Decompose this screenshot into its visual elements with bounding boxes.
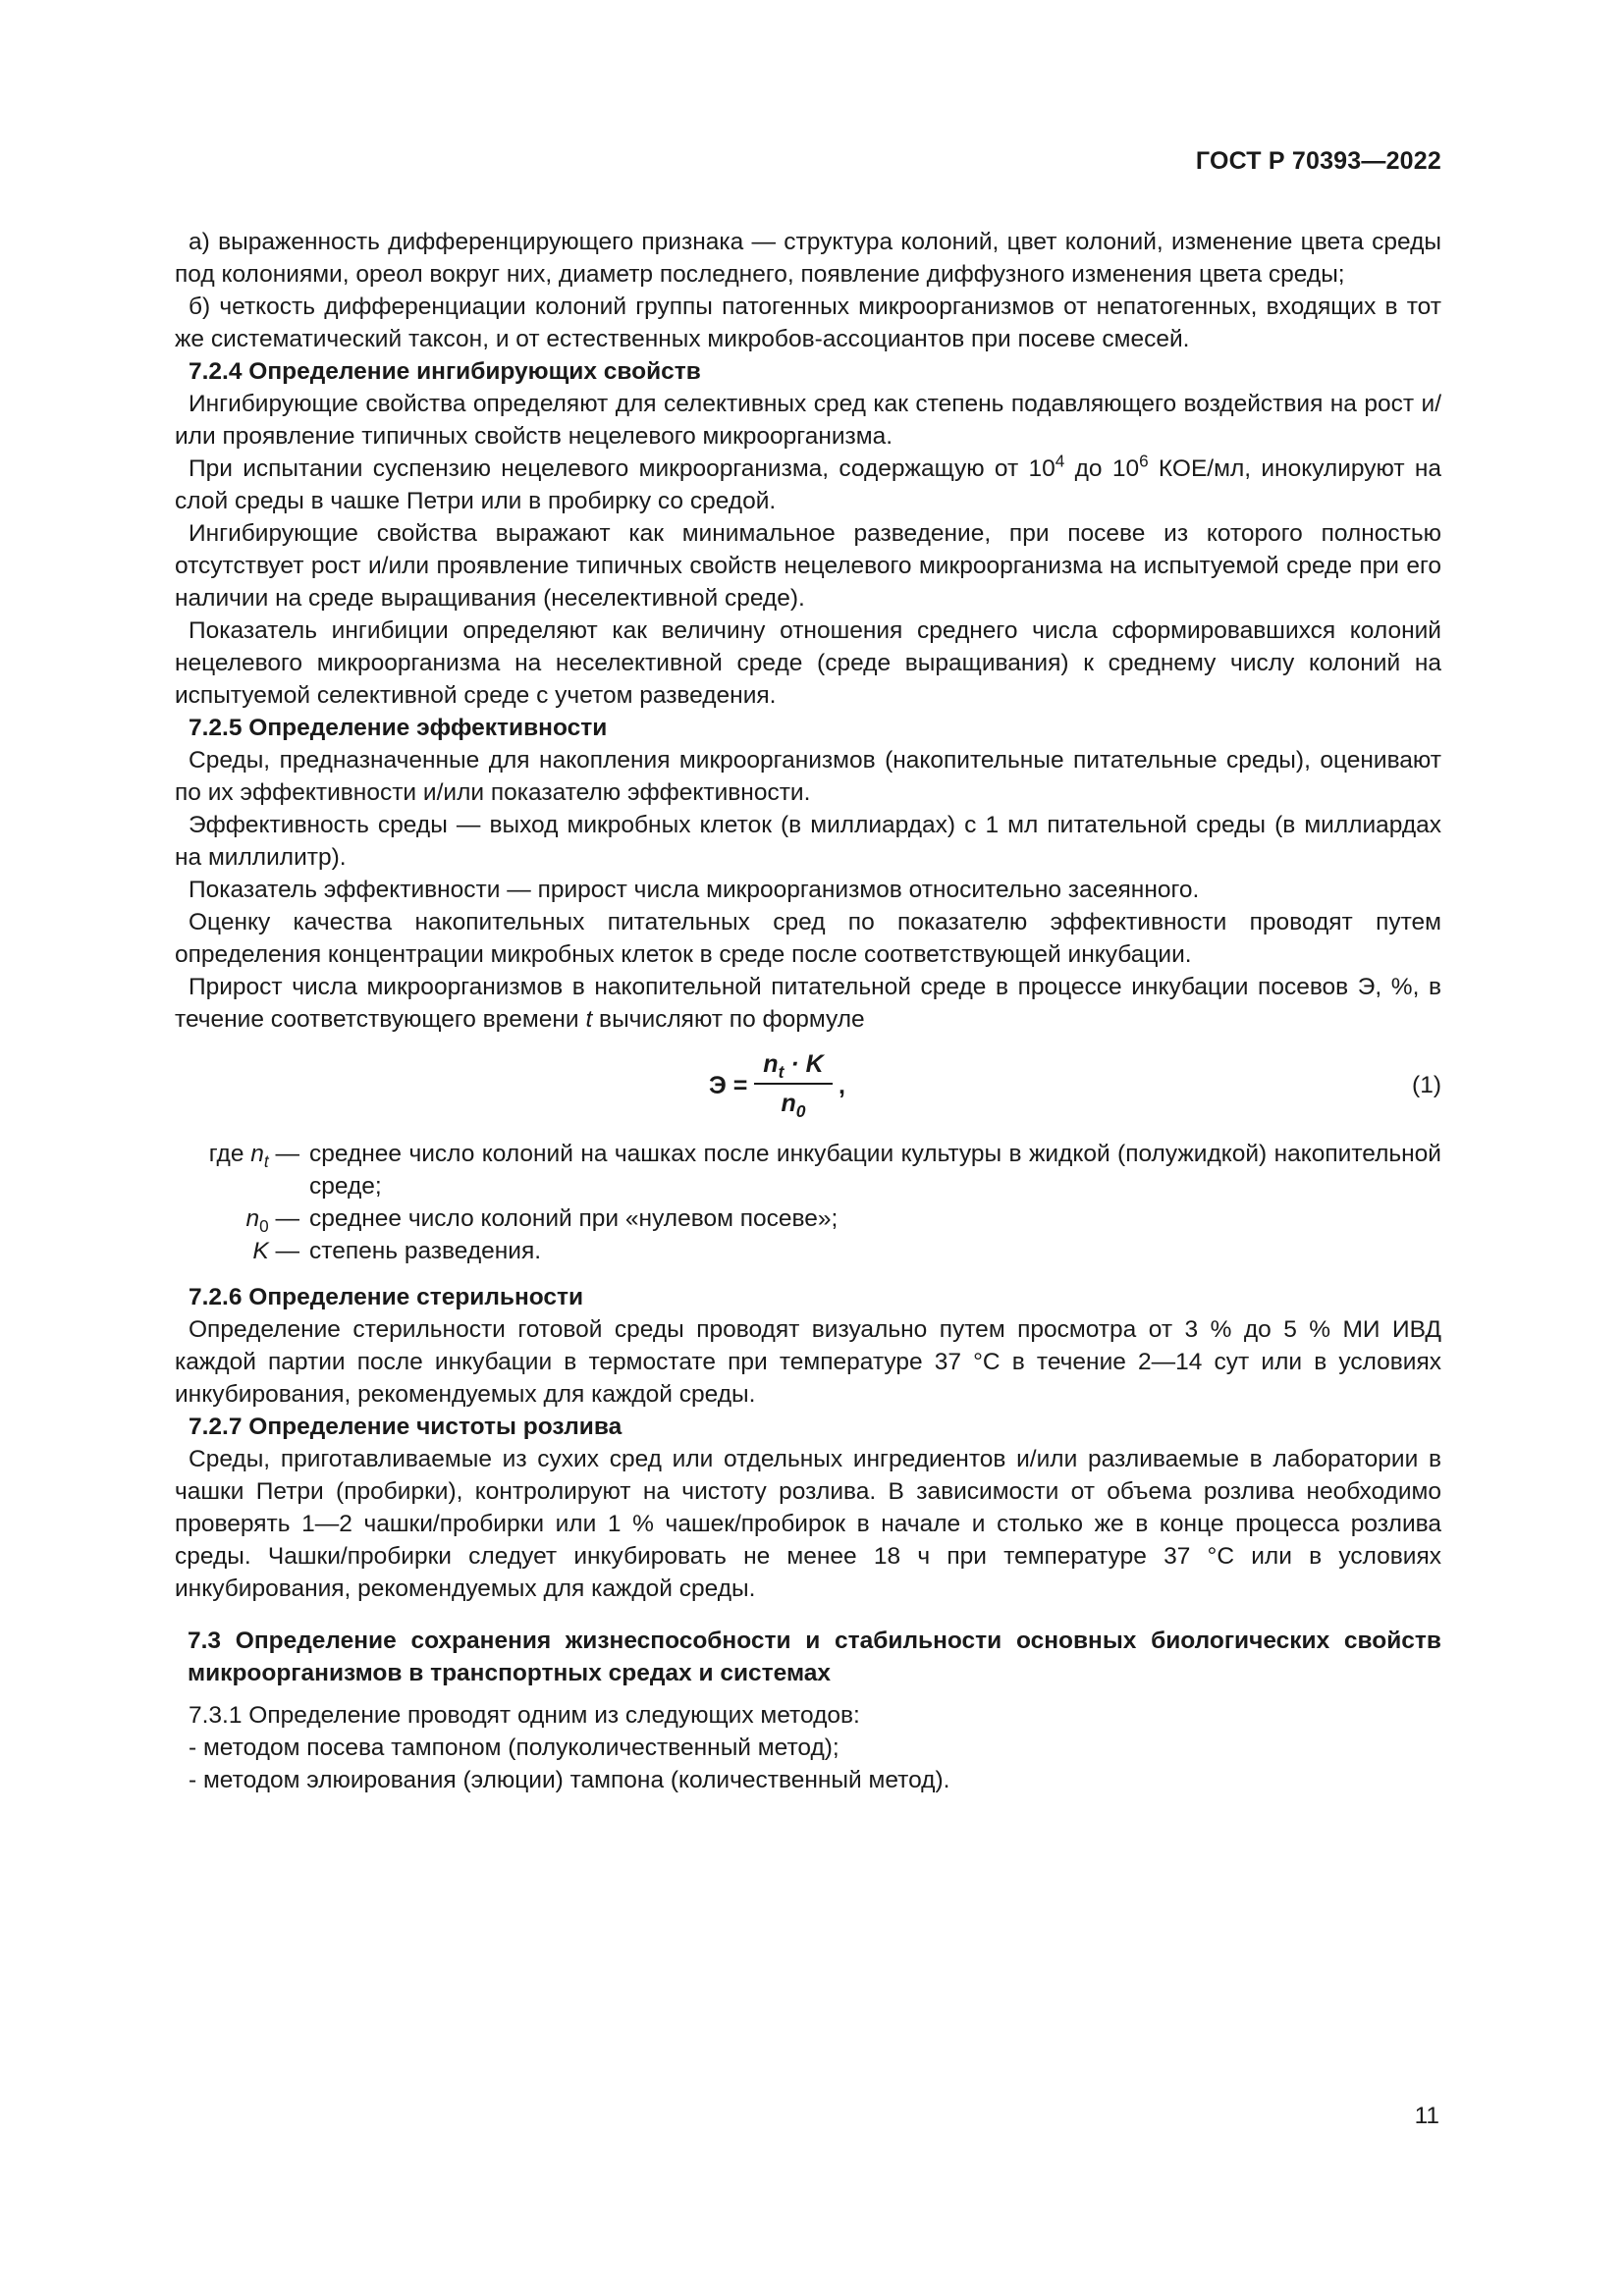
text-run: Прирост числа микроорганизмов в накопительной питательной среде в процессе инкубации посевов Э, %, в течение соответствующего времени (175, 974, 1441, 1033)
paragraph: Показатель эффективности — прирост числа микроорганизмов относительно засеянного. (189, 877, 1200, 903)
page-number: 11 (1414, 2103, 1439, 2129)
formula-subscript: 0 (795, 1101, 806, 1122)
section-heading-7-2-7: 7.2.7 Определение чистоты розлива (189, 1414, 623, 1440)
formula-legend (175, 1138, 1441, 1267)
text-run: При испытании суспензию нецелевого микроорганизма, содержащую от 10 (189, 455, 1056, 482)
formula-symbol: n (781, 1090, 796, 1117)
legend-dash: — (268, 1238, 299, 1264)
formula-subscript: t (778, 1062, 785, 1083)
formula-number: (1) (1412, 1072, 1441, 1098)
paragraph (175, 971, 1441, 1036)
formula-numerator (754, 1047, 833, 1081)
legend-dash: — (268, 1205, 299, 1232)
paragraph: Определение стерильности готовой среды проводят визуально путем просмотра от 3 % до 5 % МИ ИВД каждой партии после инкубации в термостате при температуре 37 °С в течение 2—14 сут или в условиях инкубирования, рекомендуемых для каждой среды. (175, 1316, 1441, 1408)
paragraph: Показатель ингибиции определяют как величину отношения среднего числа сформировавшихся колоний нецелевого микроорганизма на неселективной среде (среде выращивания) к среднему числу колоний на испытуемой селективной среде с учетом разведения. (175, 617, 1441, 709)
formula-symbol: · K (784, 1050, 824, 1078)
paragraph: Среды, приготавливаемые из сухих сред или отдельных ингредиентов и/или разливаемые в лаборатории в чашки Петри (пробирки), контролируют на чистоту розлива. В зависимости от объема розлива необходимо проверять 1—2 чашки/пробирки или 1 % чашек/пробирок в начале и столько же в конце процесса розлива среды. Чашки/пробирки следует инкубировать не менее 18 ч при температуре 37 °С или в условиях инкубирования, рекомендуемых для каждой среды. (175, 1446, 1441, 1602)
legend-symbol: K (252, 1238, 269, 1264)
formula-symbol: n (763, 1050, 779, 1078)
formula-fraction (754, 1047, 833, 1120)
legend-description: степень разведения. (309, 1238, 542, 1264)
legend-row (175, 1202, 1441, 1235)
italic-variable: t (585, 1006, 593, 1033)
list-item-b: б) четкость дифференциации колоний группы патогенных микроорганизмов от непатогенных, входящих в тот же систематический таксон, и от естественных микробов-ассоциантов при посеве смесей. (175, 294, 1441, 352)
section-heading-7-2-6: 7.2.6 Определение стерильности (189, 1284, 584, 1310)
legend-term (175, 1202, 299, 1235)
legend-subscript: 0 (259, 1216, 269, 1236)
list-item: - методом элюирования (элюции) тампона (количественный метод). (189, 1767, 950, 1793)
paragraph: Ингибирующие свойства определяют для селективных сред как степень подавляющего воздействия на рост и/или проявление типичных свойств нецелевого микроорганизма. (175, 391, 1441, 450)
paragraph: Оценку качества накопительных питательных сред по показателю эффективности проводят путем определения концентрации микробных клеток в среде после соответствующей инкубации. (175, 909, 1441, 968)
paragraph (175, 453, 1441, 517)
section-heading-7-3: 7.3 Определение сохранения жизнеспособности и стабильности основных биологических свойств микроорганизмов в транспортных средах и системах (188, 1628, 1441, 1686)
legend-prefix: где (208, 1141, 251, 1167)
formula-denominator (754, 1087, 833, 1120)
page-content (175, 226, 1441, 1796)
paragraph: Ингибирующие свойства выражают как минимальное разведение, при посеве из которого полностью отсутствует рост и/или проявление типичных свойств нецелевого микроорганизма на испытуемой среде при его наличии на среде выращивания (неселективной среде). (175, 520, 1441, 612)
legend-description: среднее число колоний при «нулевом посеве»; (309, 1205, 839, 1232)
section-heading-7-2-4: 7.2.4 Определение ингибирующих свойств (189, 358, 701, 385)
legend-dash: — (268, 1141, 299, 1167)
paragraph: 7.3.1 Определение проводят одним из следующих методов: (189, 1702, 860, 1729)
text-run: до 10 (1064, 455, 1140, 482)
legend-row (175, 1138, 1441, 1202)
fraction-bar (754, 1083, 833, 1085)
paragraph: Среды, предназначенные для накопления микроорганизмов (накопительные питательные среды), оценивают по их эффективности и/или показателю эффективности. (175, 747, 1441, 806)
section-heading-7-2-5: 7.2.5 Определение эффективности (189, 715, 608, 741)
document-code: ГОСТ Р 70393—2022 (1195, 147, 1441, 175)
legend-symbol: n (250, 1141, 264, 1167)
legend-description: среднее число колоний на чашках после инкубации культуры в жидкой (полужидкой) накопительной среде; (309, 1141, 1441, 1200)
text-run: КОЕ/мл, инокулируют на слой среды в чашке Петри или в пробирку со средой. (175, 455, 1441, 514)
paragraph: Эффективность среды — выход микробных клеток (в миллиардах) с 1 мл питательной среды (в миллиардах на миллилитр). (175, 812, 1441, 871)
formula-lhs: Э = (709, 1072, 748, 1099)
superscript: 4 (1055, 451, 1065, 471)
text-run: вычисляют по формуле (592, 1006, 865, 1033)
legend-term (175, 1138, 299, 1170)
formula-comma: , (839, 1072, 845, 1099)
legend-row (175, 1235, 1441, 1267)
superscript: 6 (1139, 451, 1149, 471)
legend-symbol: n (245, 1205, 260, 1232)
list-item-a: а) выраженность дифференцирующего признака — структура колоний, цвет колоний, изменение цвета среды под колониями, ореол вокруг них, диаметр последнего, появление диффузного изменения цвета среды; (175, 229, 1441, 288)
list-item: - методом посева тампоном (полуколичественный метод); (189, 1735, 839, 1761)
legend-term (175, 1235, 299, 1267)
legend-subscript: t (263, 1151, 269, 1171)
formula-1 (175, 1047, 1441, 1128)
